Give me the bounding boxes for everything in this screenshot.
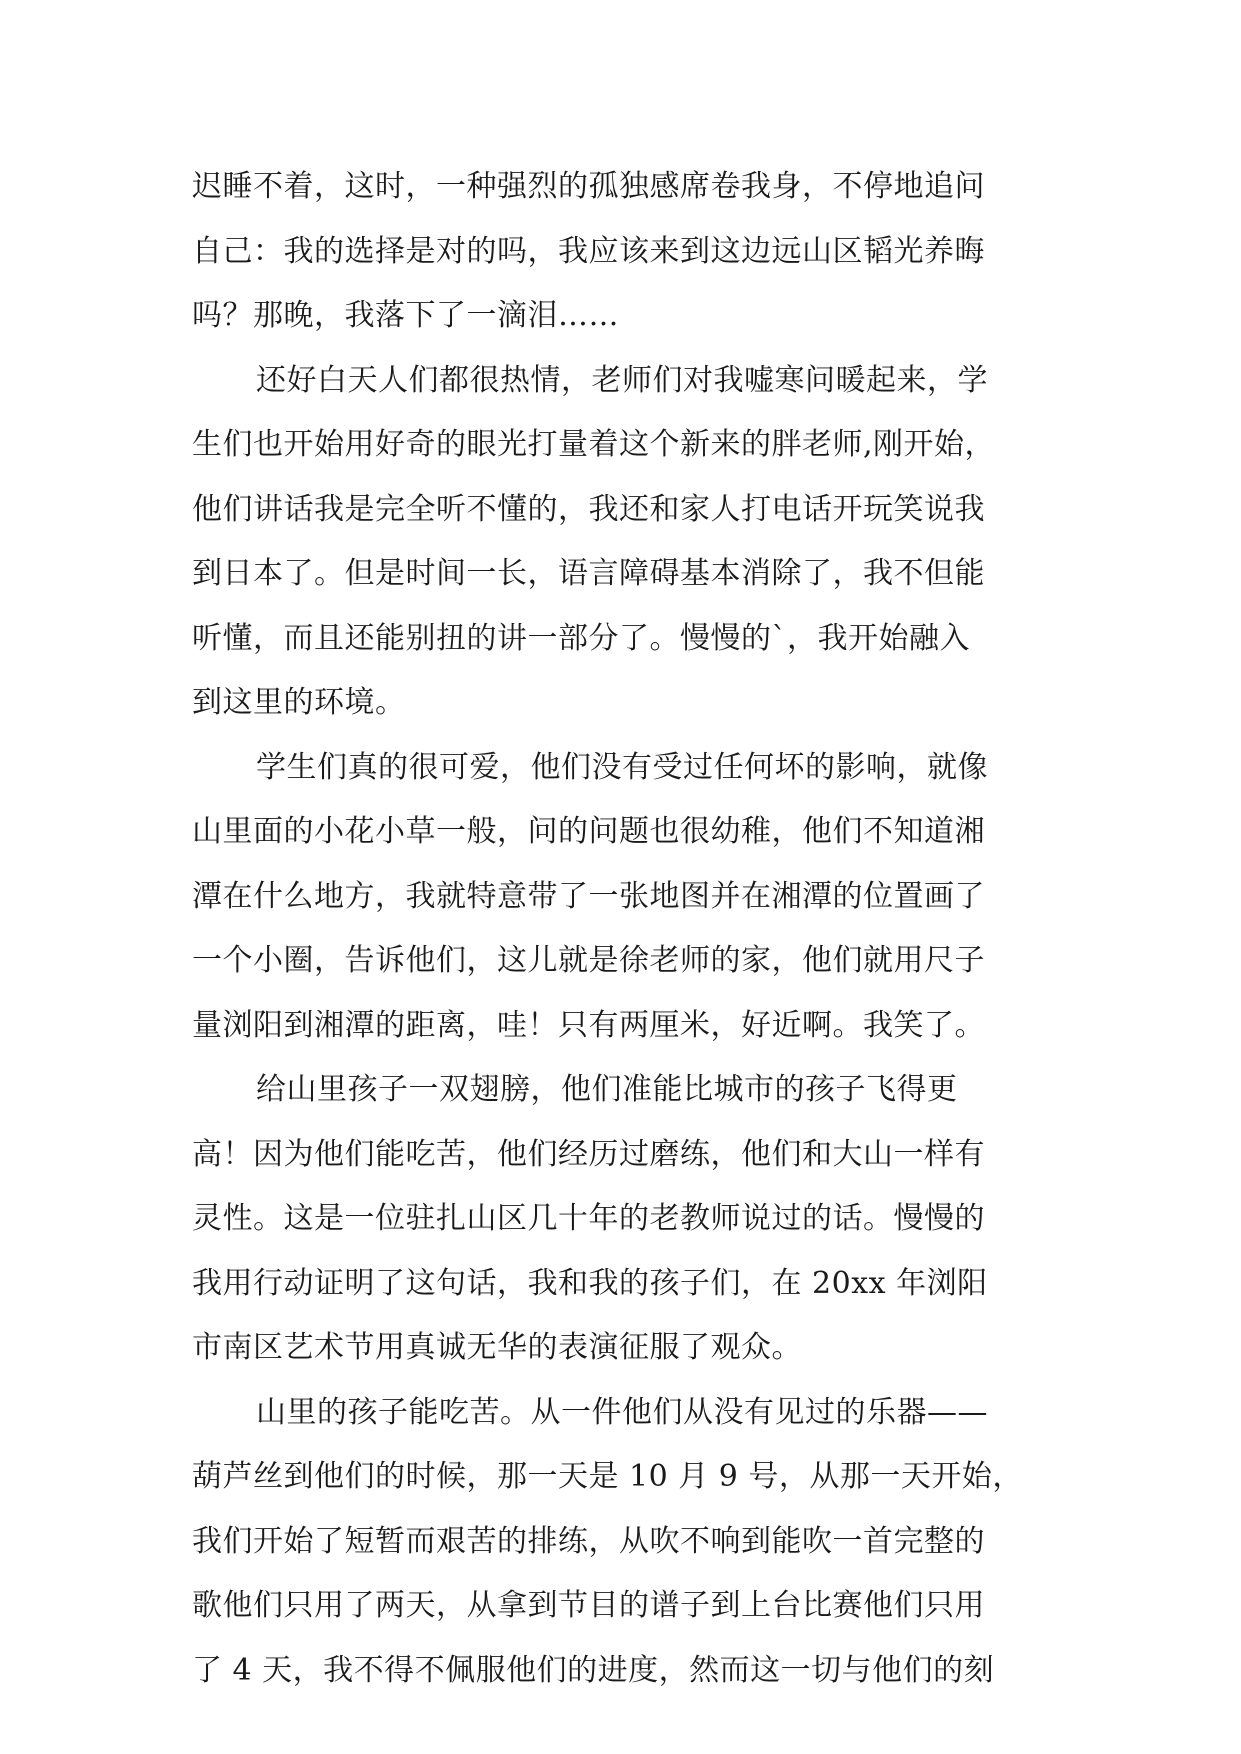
text-line: 自己：我的选择是对的吗，我应该来到这边远山区韬光养晦 — [192, 233, 985, 269]
text-line: 迟睡不着，这时，一种强烈的孤独感席卷我身，不停地追问 — [192, 169, 985, 204]
text-line: 到这里的环境。 — [192, 685, 406, 720]
text-line: 一个小圈，告诉他们，这儿就是徐老师的家，他们就用尺子 — [192, 943, 985, 978]
text-line: 高！因为他们能吃苦，他们经历过磨练，他们和大山一样有 — [192, 1136, 985, 1172]
paragraph-first-line: 山里的孩子能吃苦。从一件他们从没有见过的乐器—— — [256, 1394, 988, 1430]
text-line: 我们开始了短暂而艰苦的排练，从吹不响到能吹一首完整的 — [192, 1523, 985, 1559]
text-line: 市南区艺术节用真诚无华的表演征服了观众。 — [192, 1330, 802, 1365]
paragraph-first-line: 给山里孩子一双翅膀，他们准能比城市的孩子飞得更 — [256, 1072, 958, 1107]
text-line: 量浏阳到湘潭的距离，哇！只有两厘米，好近啊。我笑了。 — [192, 1007, 985, 1043]
paragraph-first-line: 还好白天人们都很热情，老师们对我嘘寒问暖起来，学 — [256, 362, 988, 398]
text-line: 我用行动证明了这句话，我和我的孩子们，在 20xx 年浏阳 — [192, 1265, 988, 1301]
text-line: 歌他们只用了两天，从拿到节目的谱子到上台比赛他们只用 — [192, 1588, 985, 1623]
paragraph-first-line: 学生们真的很可爱，他们没有受过任何坏的影响，就像 — [256, 749, 988, 785]
text-line: 山里面的小花小草一般，问的问题也很幼稚，他们不知道湘 — [192, 814, 985, 849]
text-line: 生们也开始用好奇的眼光打量着这个新来的胖老师,刚开始， — [192, 427, 996, 462]
text-line: 到日本了。但是时间一长，语言障碍基本消除了，我不但能 — [192, 556, 985, 591]
text-line: 吗？那晚，我落下了一滴泪…… — [192, 298, 619, 333]
text-line: 葫芦丝到他们的时候，那一天是 10 月 9 号，从那一天开始， — [192, 1459, 1023, 1494]
document-body — [192, 155, 1072, 1703]
text-line: 听懂，而且还能别扭的讲一部分了。慢慢的`，我开始融入 — [192, 620, 970, 656]
text-line: 灵性。这是一位驻扎山区几十年的老教师说过的话。慢慢的 — [192, 1201, 985, 1236]
text-line: 他们讲话我是完全听不懂的，我还和家人打电话开玩笑说我 — [192, 491, 985, 527]
text-line: 潭在什么地方，我就特意带了一张地图并在湘潭的位置画了 — [192, 878, 985, 914]
text-line: 了 4 天，我不得不佩服他们的进度，然而这一切与他们的刻 — [192, 1652, 995, 1688]
